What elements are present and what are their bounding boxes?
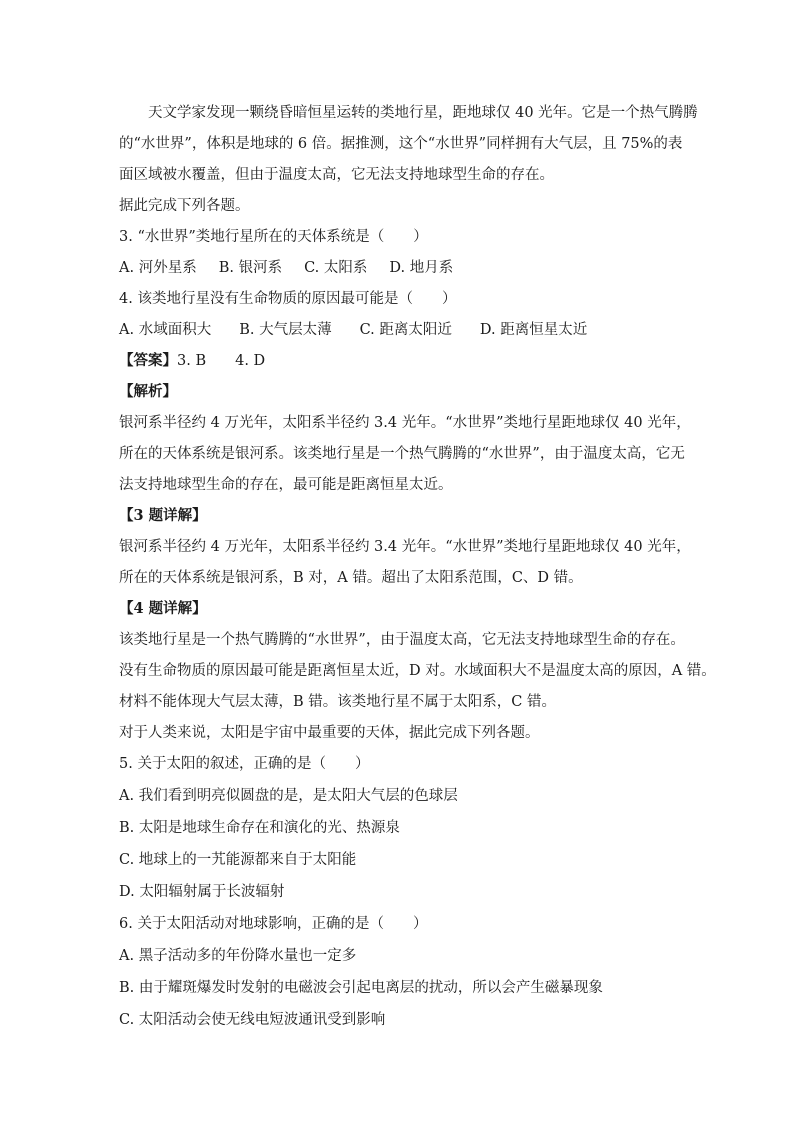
question-4-option-c: C. 距离太阳近: [359, 322, 452, 338]
detail-4-label: 【4 题详解】: [119, 600, 207, 617]
question-6-option-b: B. 由于耀斑爆发时发射的电磁波会引起电离层的扰动，所以会产生磁暴现象: [119, 980, 603, 996]
question-4-option-b: B. 大气层太薄: [239, 322, 332, 338]
question-4-stem: 4. 该类地行星没有生命物质的原因最可能是（ ）: [119, 291, 457, 307]
question-4-option-a: A. 水域面积大: [119, 322, 212, 338]
question-6-option-c: C. 太阳活动会使无线电短波通讯受到影响: [119, 1012, 386, 1028]
passage1-line2: 的“水世界”，体积是地球的 6 倍。据推测，这个“水世界”同样拥有大气层，且 75%的表: [119, 136, 683, 152]
passage1-line1: 天文学家发现一颗绕昏暗恒星运转的类地行星，距地球仅 40 光年。它是一个热气腾腾: [148, 105, 698, 121]
question-3-option-a: A. 河外星系: [119, 260, 197, 276]
question-3-options: [119, 258, 453, 278]
question-3-stem: 3. “水世界”类地行星所在的天体系统是（ ）: [119, 229, 428, 245]
analysis-line3: 法支持地球型生命的存在，最可能是距离恒星太近。: [119, 477, 453, 493]
question-5-option-c: C. 地球上的一艽能源都来自于太阳能: [119, 852, 357, 868]
question-6-option-a: A. 黑子活动多的年份降水量也一定多: [119, 948, 357, 964]
question-5-option-b: B. 太阳是地球生命存在和演化的光、热源泉: [119, 820, 400, 836]
question-5-option-a: A. 我们看到明亮似圆盘的是，是太阳大气层的色球层: [119, 788, 458, 804]
detail-3-line2: 所在的天体系统是银河系，B 对，A 错。超出了太阳系范围，C、D 错。: [119, 570, 583, 586]
detail-3-label: 【3 题详解】: [119, 507, 207, 524]
question-4-option-d: D. 距离恒星太近: [479, 322, 588, 338]
question-5-stem: 5. 关于太阳的叙述，正确的是（ ）: [119, 756, 370, 772]
question-3-option-b: B. 银河系: [218, 260, 283, 276]
passage2-line1: 对于人类来说，太阳是宇宙中最重要的天体，据此完成下列各题。: [119, 725, 540, 741]
answer-line: [119, 351, 265, 371]
analysis-line1: 银河系半径约 4 万光年，太阳系半径约 3.4 光年。“水世界”类地行星距地球仅 40 光年，: [119, 415, 691, 431]
answer-label: 【答案】: [119, 352, 177, 369]
question-3-option-d: D. 地月系: [389, 260, 454, 276]
analysis-line2: 所在的天体系统是银河系。该类地行星是一个热气腾腾的“水世界”，由于温度太高，它无: [119, 446, 685, 462]
passage1-line4: 据此完成下列各题。: [119, 198, 250, 214]
question-3-option-c: C. 太阳系: [304, 260, 368, 276]
detail-4-line3: 材料不能体现大气层太薄，B 错。该类地行星不属于太阳系，C 错。: [119, 694, 556, 710]
detail-4-line1: 该类地行星是一个热气腾腾的“水世界”，由于温度太高，它无法支持地球型生命的存在。: [119, 632, 685, 648]
question-4-options: [119, 320, 587, 340]
detail-4-line2: 没有生命物质的原因最可能是距离恒星太近，D 对。水域面积大不是温度太高的原因，A 错。: [119, 663, 716, 679]
question-5-option-d: D. 太阳辐射属于长波辐射: [119, 884, 285, 900]
detail-3-line1: 银河系半径约 4 万光年，太阳系半径约 3.4 光年。“水世界”类地行星距地球仅 40 光年，: [119, 539, 691, 555]
answer-text: 3. B 4. D: [177, 353, 266, 369]
question-6-stem: 6. 关于太阳活动对地球影响，正确的是（ ）: [119, 916, 428, 932]
analysis-label: 【解析】: [119, 383, 177, 400]
passage1-line3: 面区域被水覆盖，但由于温度太高，它无法支持地球型生命的存在。: [119, 167, 554, 183]
